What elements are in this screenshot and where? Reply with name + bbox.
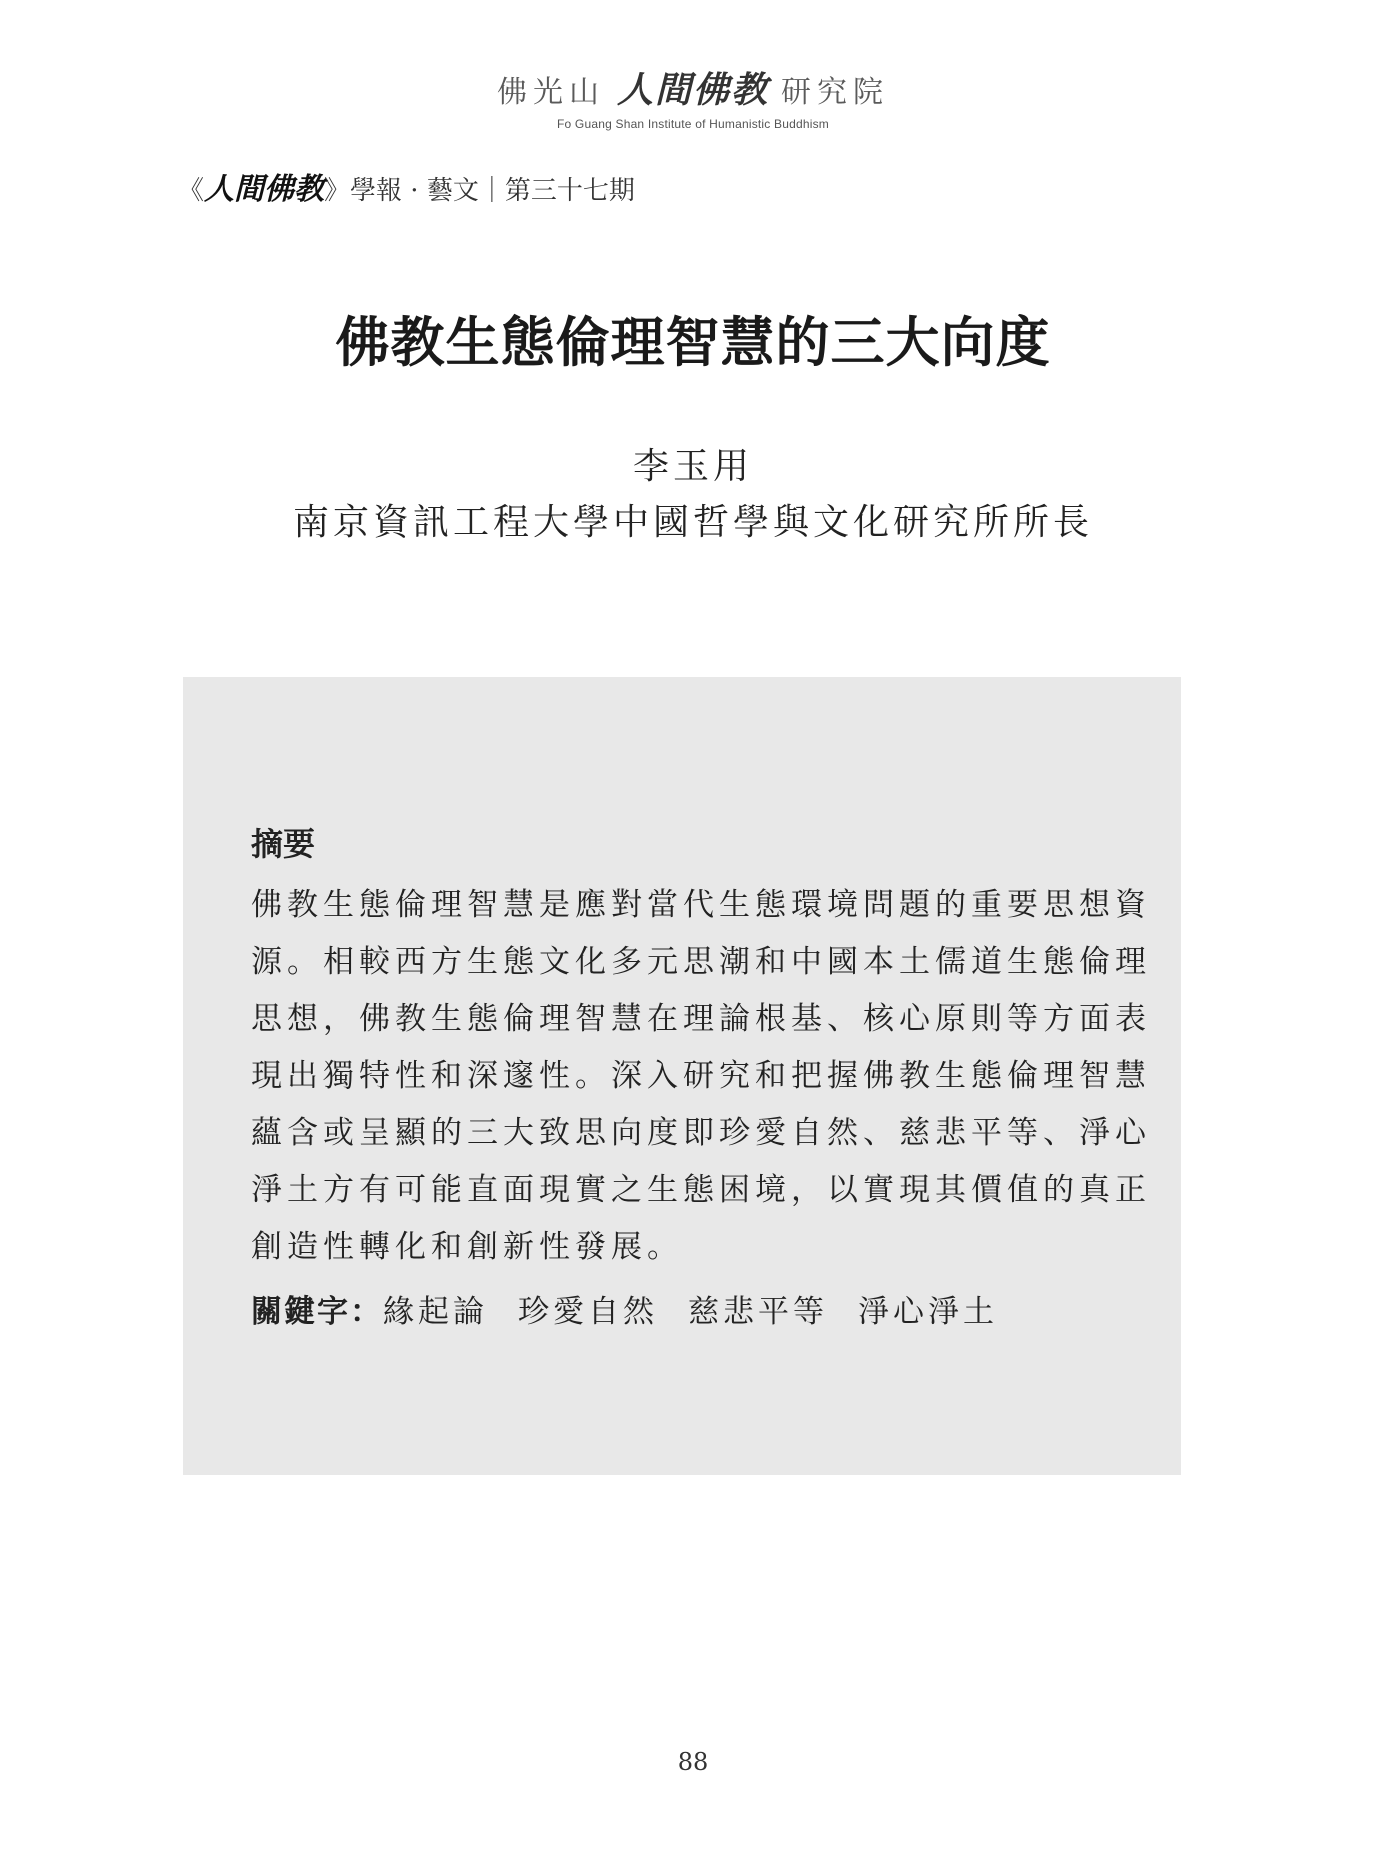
abstract-line: 現出獨特性和深邃性。深入研究和把握佛教生態倫理智慧 [251,1058,1151,1094]
keyword-item: 淨心淨土 [858,1294,998,1330]
journal-brand: 人間佛教 [204,172,325,207]
journal-close-bracket: 》 [324,176,351,206]
institute-english-name: Fo Guang Shan Institute of Humanistic Buddhism [556,117,829,131]
institute-suffix: 研究院 [781,75,889,110]
article-title: 佛教生態倫理智慧的三大向度 [335,310,1051,374]
keyword-item: 緣起論 [383,1294,488,1330]
abstract-line: 淨土方有可能直面現實之生態困境，以實現其價值的真正 [251,1172,1151,1208]
institute-brand-calligraphy: 人間佛教 [616,70,769,111]
abstract-line: 創造性轉化和創新性發展。 [251,1229,683,1265]
abstract-box [183,677,1181,1475]
keyword-item: 慈悲平等 [688,1294,828,1330]
author-name: 李玉用 [632,446,753,487]
institute-logo [497,62,889,113]
keywords-label: 關鍵字： [251,1294,383,1330]
institute-prefix: 佛光山 [496,75,605,110]
journal-open-bracket: 《 [178,176,205,206]
abstract-line: 思想，佛教生態倫理智慧在理論根基、核心原則等方面表 [251,1001,1151,1037]
keywords [251,1286,1028,1331]
abstract-heading: 摘要 [251,825,316,863]
abstract-line: 佛教生態倫理智慧是應對當代生態環境問題的重要思想資 [251,887,1151,923]
journal-running-header [178,164,635,208]
abstract-body [251,877,1151,1276]
abstract-line: 蘊含或呈顯的三大致思向度即珍愛自然、慈悲平等、淨心 [251,1115,1151,1151]
journal-issue: 學報 · 藝文｜第三十七期 [350,176,635,206]
abstract-line: 源。相較西方生態文化多元思潮和中國本土儒道生態倫理 [251,944,1151,980]
keyword-item: 珍愛自然 [518,1294,658,1330]
page-number: 88 [677,1748,709,1776]
institute-header [0,62,1386,131]
author-affiliation: 南京資訊工程大學中國哲學與文化研究所所長 [292,502,1093,543]
